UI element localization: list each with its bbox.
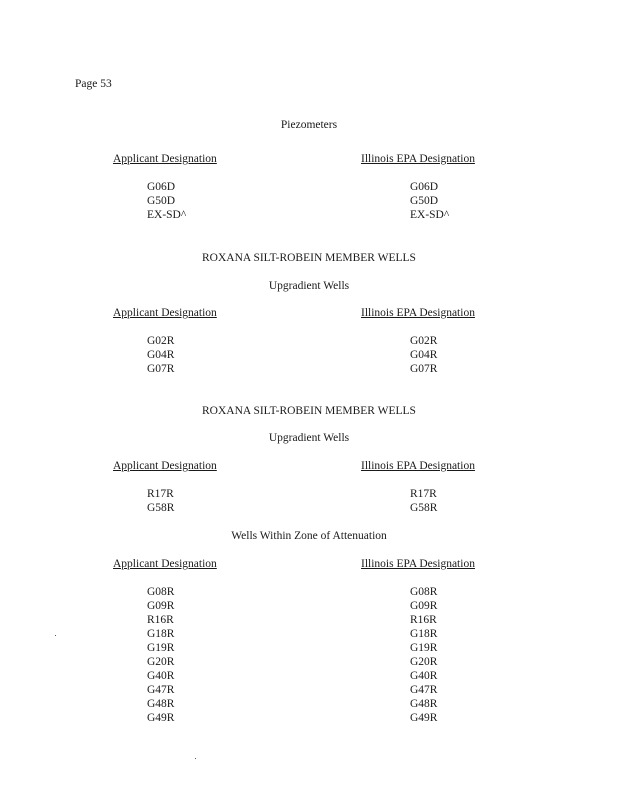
well-designation: G07R bbox=[147, 363, 175, 375]
well-designation: G48R bbox=[147, 698, 175, 710]
roxana-1-epa-header: Illinois EPA Designation bbox=[361, 307, 475, 319]
well-designation: G19R bbox=[410, 642, 438, 654]
well-designation: G06D bbox=[410, 181, 439, 193]
roxana-1-epa-list bbox=[410, 334, 437, 376]
well-designation: R16R bbox=[147, 614, 174, 626]
well-designation: G50D bbox=[410, 195, 439, 207]
attenuation-applicant-list bbox=[147, 585, 174, 725]
well-designation: G04R bbox=[410, 349, 438, 361]
roxana-section-1-title: ROXANA SILT-ROBEIN MEMBER WELLS bbox=[202, 252, 416, 264]
well-designation: G20R bbox=[410, 656, 438, 668]
well-designation: G58R bbox=[147, 502, 175, 514]
roxana-1-applicant-header: Applicant Designation bbox=[113, 307, 217, 319]
well-designation: G06D bbox=[147, 181, 176, 193]
well-designation: G47R bbox=[410, 684, 438, 696]
well-designation: G40R bbox=[410, 670, 438, 682]
piezometers-epa-header: Illinois EPA Designation bbox=[361, 153, 475, 165]
well-designation: G47R bbox=[147, 684, 175, 696]
piezometers-title: Piezometers bbox=[280, 119, 338, 131]
well-designation: G08R bbox=[410, 586, 438, 598]
well-designation: G49R bbox=[147, 712, 175, 724]
roxana-section-2-title: ROXANA SILT-ROBEIN MEMBER WELLS bbox=[202, 405, 416, 417]
roxana-section-1-subtitle: Upgradient Wells bbox=[268, 280, 350, 292]
well-designation: G18R bbox=[410, 628, 438, 640]
piezometers-epa-list bbox=[410, 180, 449, 222]
roxana-1-applicant-list bbox=[147, 334, 174, 376]
attenuation-applicant-header: Applicant Designation bbox=[113, 558, 217, 570]
well-designation: R17R bbox=[410, 488, 437, 500]
scan-speck bbox=[55, 635, 56, 636]
roxana-section-2-subtitle: Upgradient Wells bbox=[268, 432, 350, 444]
well-designation: R16R bbox=[410, 614, 437, 626]
roxana-2-applicant-header: Applicant Designation bbox=[113, 460, 217, 472]
well-designation: G02R bbox=[410, 335, 438, 347]
piezometers-applicant-header: Applicant Designation bbox=[113, 153, 217, 165]
well-designation: G48R bbox=[410, 698, 438, 710]
well-designation: G08R bbox=[147, 586, 175, 598]
well-designation: G50D bbox=[147, 195, 176, 207]
attenuation-epa-list bbox=[410, 585, 437, 725]
well-designation: G18R bbox=[147, 628, 175, 640]
well-designation: EX-SD^ bbox=[147, 209, 187, 221]
well-designation: G49R bbox=[410, 712, 438, 724]
attenuation-title: Wells Within Zone of Attenuation bbox=[231, 530, 387, 542]
well-designation: G07R bbox=[410, 363, 438, 375]
well-designation: G04R bbox=[147, 349, 175, 361]
page-number: Page 53 bbox=[75, 78, 112, 90]
roxana-2-epa-header: Illinois EPA Designation bbox=[361, 460, 475, 472]
roxana-2-applicant-list bbox=[147, 487, 174, 515]
attenuation-epa-header: Illinois EPA Designation bbox=[361, 558, 475, 570]
well-designation: G09R bbox=[147, 600, 175, 612]
well-designation: G19R bbox=[147, 642, 175, 654]
roxana-2-epa-list bbox=[410, 487, 437, 515]
well-designation: G20R bbox=[147, 656, 175, 668]
well-designation: G09R bbox=[410, 600, 438, 612]
scan-speck bbox=[195, 758, 196, 759]
well-designation: G40R bbox=[147, 670, 175, 682]
well-designation: G58R bbox=[410, 502, 438, 514]
well-designation: EX-SD^ bbox=[410, 209, 450, 221]
well-designation: R17R bbox=[147, 488, 174, 500]
piezometers-applicant-list bbox=[147, 180, 186, 222]
well-designation: G02R bbox=[147, 335, 175, 347]
